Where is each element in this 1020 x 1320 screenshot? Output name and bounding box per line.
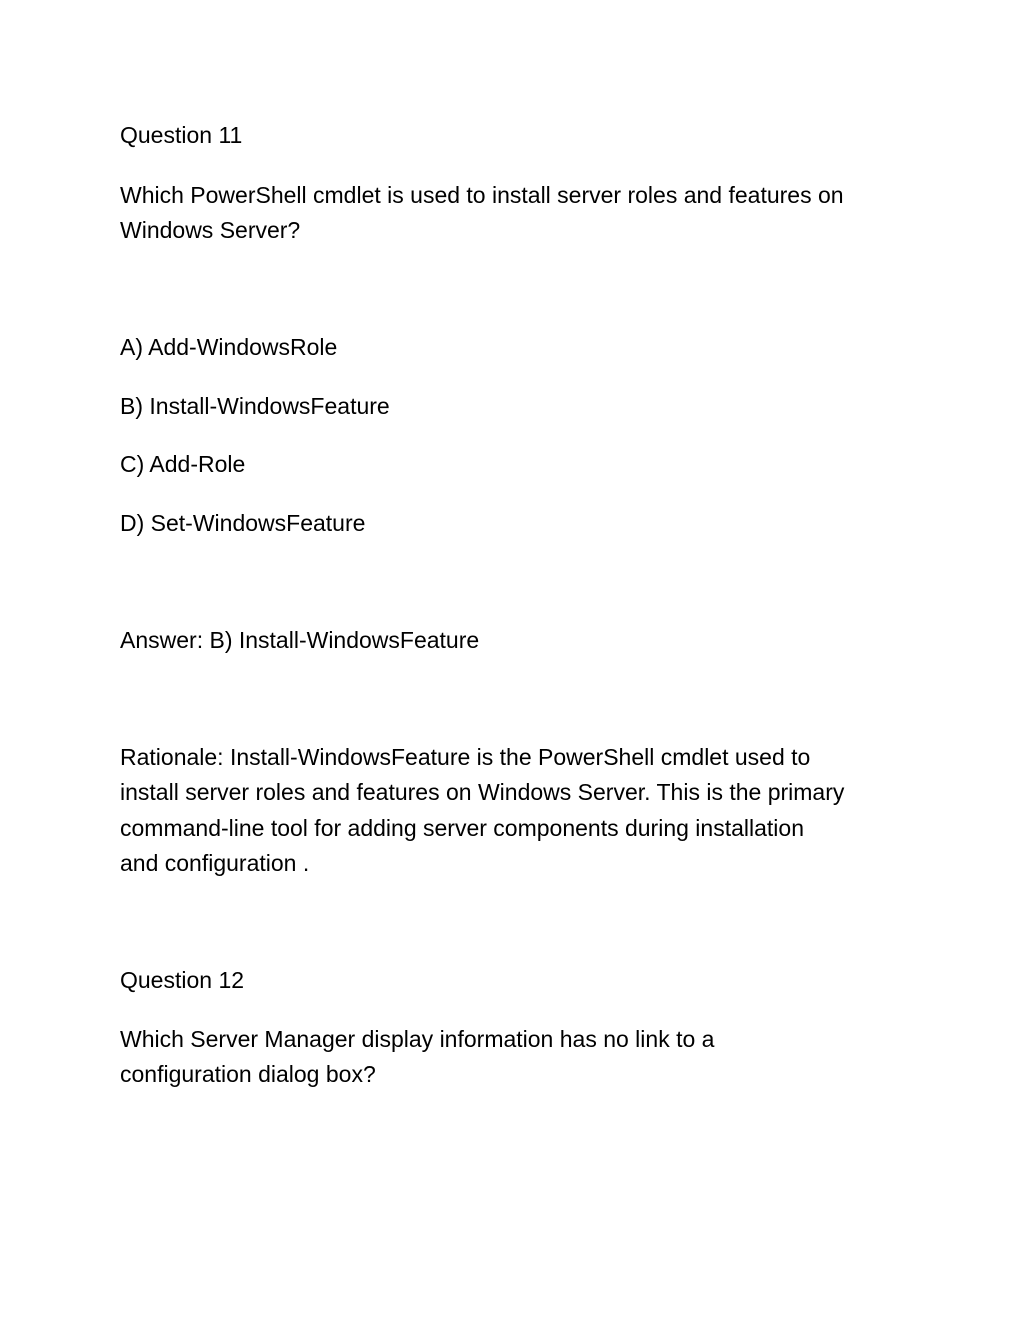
rationale-line-2: install server roles and features on Windows Server. This is the primary — [120, 779, 845, 805]
question-11-prompt-line-1: Which PowerShell cmdlet is used to install server roles and features on — [120, 182, 844, 208]
answer-line: Answer: B) Install-WindowsFeature — [120, 627, 480, 653]
rationale-line-3: command-line tool for adding server components during installation — [120, 815, 804, 841]
rationale-line-4: and configuration . — [120, 850, 310, 876]
question-11-prompt-line-2: Windows Server? — [120, 217, 301, 243]
option-d: D) Set-WindowsFeature — [120, 510, 366, 536]
question-12-prompt-line-2: configuration dialog box? — [120, 1061, 376, 1087]
option-c: C) Add-Role — [120, 451, 246, 477]
question-11-heading: Question 11 — [120, 122, 243, 148]
option-a: A) Add-WindowsRole — [120, 334, 338, 360]
rationale-line-1: Rationale: Install-WindowsFeature is the PowerShell cmdlet used to — [120, 744, 811, 770]
question-12-heading: Question 12 — [120, 967, 245, 993]
question-12-prompt-line-1: Which Server Manager display information has no link to a — [120, 1026, 715, 1052]
option-b: B) Install-WindowsFeature — [120, 393, 390, 419]
